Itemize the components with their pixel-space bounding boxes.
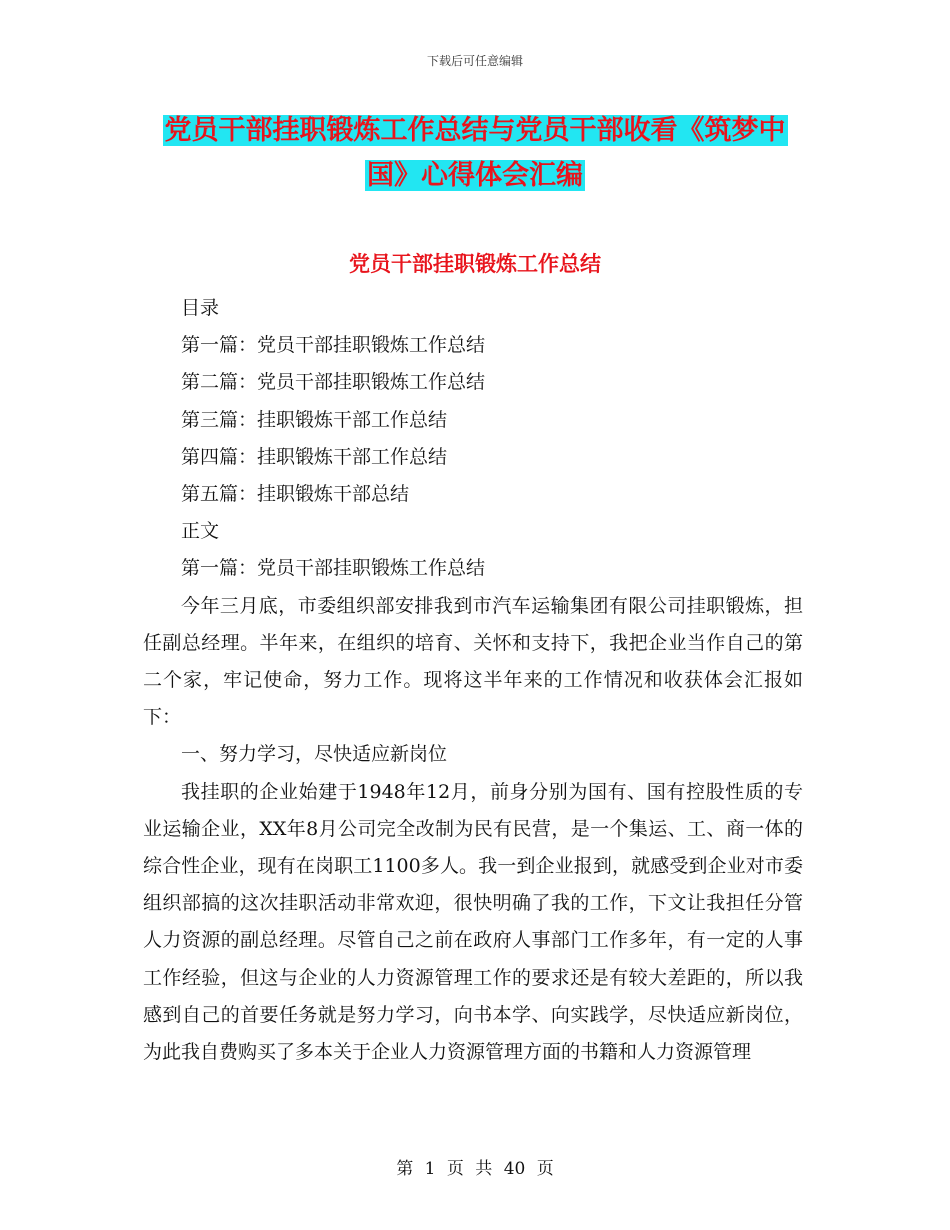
toc-heading: 目录 xyxy=(181,297,220,319)
document-title xyxy=(0,108,950,198)
toc-item-5: 第五篇：挂职锻炼干部总结 xyxy=(181,483,410,506)
title-line-1: 党员干部挂职锻炼工作总结与党员干部收看《筑梦中 xyxy=(164,115,786,146)
header-note: 下载后可任意编辑 xyxy=(426,54,523,68)
toc-item-3: 第三篇：挂职锻炼干部工作总结 xyxy=(181,408,448,431)
chapter-heading: 第一篇：党员干部挂职锻炼工作总结 xyxy=(181,557,486,580)
toc-item-2: 第二篇：党员干部挂职锻炼工作总结 xyxy=(181,371,486,394)
document-body xyxy=(143,290,803,1071)
page-number: 第 1 页 共 40 页 xyxy=(396,1159,554,1179)
toc-item-1: 第一篇：党员干部挂职锻炼工作总结 xyxy=(181,334,486,357)
section-heading-1: 一、努力学习，尽快适应新岗位 xyxy=(181,743,448,766)
paragraph-2: 我挂职的企业始建于1948年12月，前身分别为国有、国有控股性质的专业运输企业，XX年8月公司完全改制为民有民营，是一个集运、工、商一体的综合性企业，现有在岗职工1100多人。我一到企业报到，就感受到企业对市委组织部搞的这次挂职活动非常欢迎，很快明确了我的工作，下文让我担任分管人力资源的副总经理。尽管自己之前在政府人事部门工作多年，有一定的人事工作经验，但这与企业的人力资源管理工作的要求还是有较大差距的，所以我感到自己的首要任务就是努力学习，向书本学、向实践学，尽快适应新岗位，为此我自费购买了多本关于企业人力资源管理方面的书籍和人力资源管理 xyxy=(143,780,803,1064)
body-heading: 正文 xyxy=(181,520,220,543)
section-title: 党员干部挂职锻炼工作总结 xyxy=(349,252,601,276)
title-line-2: 国》心得体会汇编 xyxy=(367,160,583,191)
toc-item-4: 第四篇：挂职锻炼干部工作总结 xyxy=(181,445,448,468)
paragraph-1: 今年三月底，市委组织部安排我到市汽车运输集团有限公司挂职锻炼，担任副总经理。半年来，在组织的培育、关怀和支持下，我把企业当作自己的第二个家，牢记使命，努力工作。现将这半年来的工作情况和收获体会汇报如下： xyxy=(143,594,803,729)
